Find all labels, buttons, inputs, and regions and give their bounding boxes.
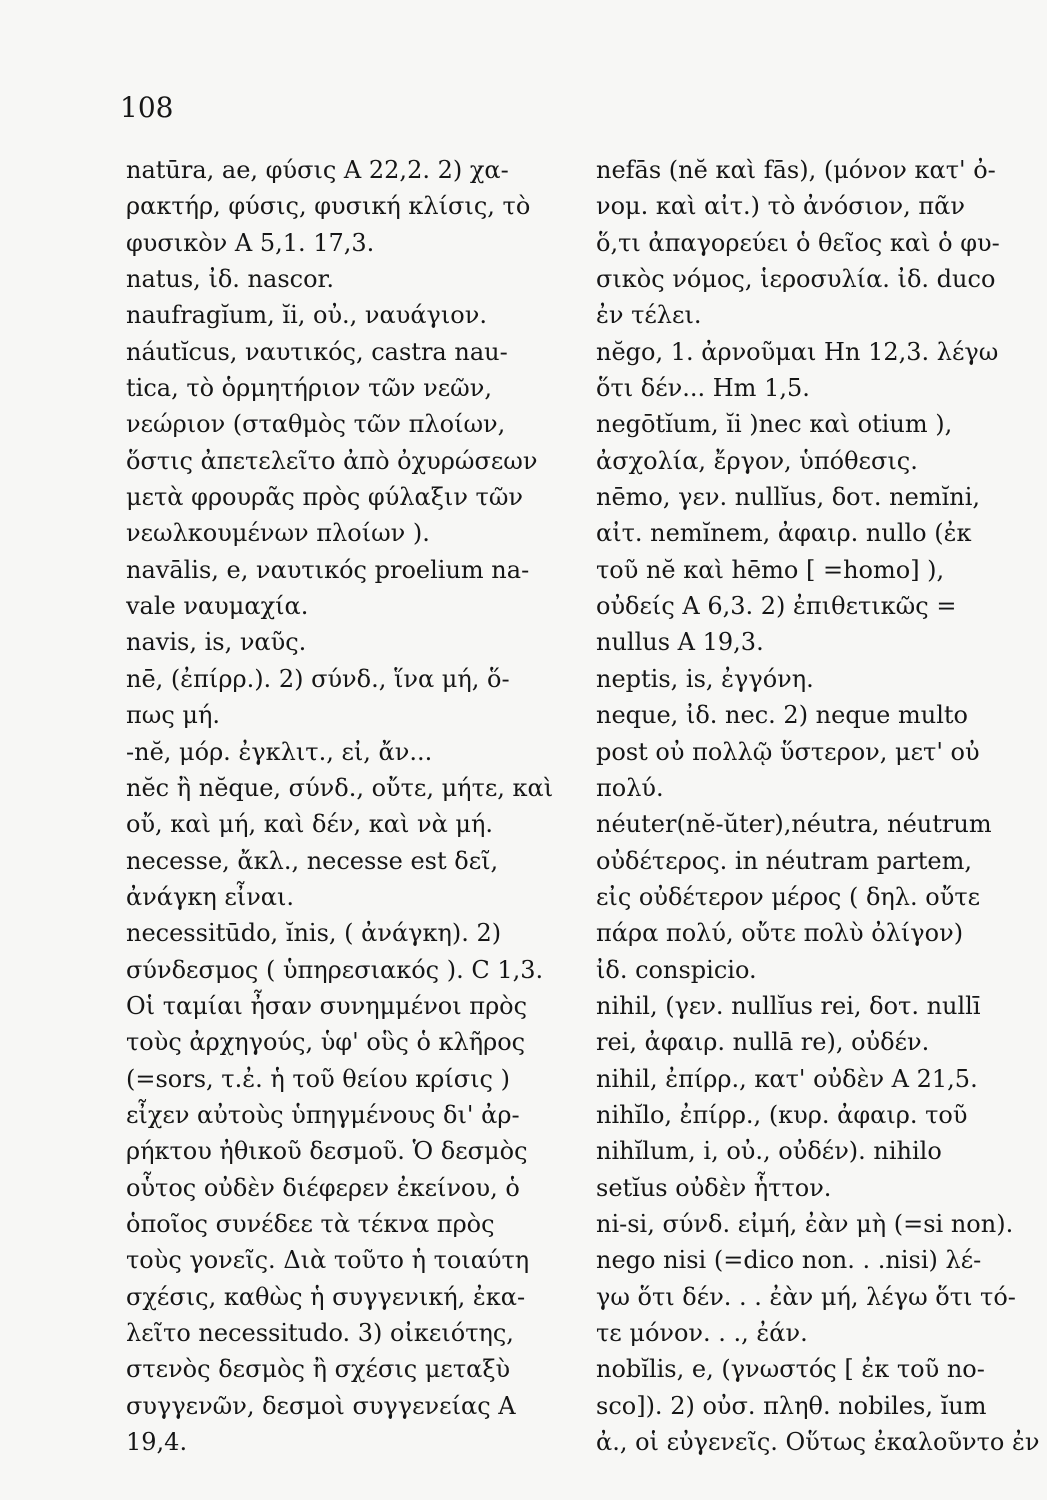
dictionary-line: μετὰ φρουρᾶς πρὸς φύλαξιν τῶν (126, 483, 523, 512)
dictionary-line: vale ναυμαχία. (126, 592, 309, 621)
dictionary-line: nihil, ἐπίρρ., κατ' οὐδὲν Α 21,5. (596, 1064, 978, 1093)
dictionary-line: ἀνάγκη εἶναι. (126, 882, 295, 911)
dictionary-line: ρακτήρ, φύσις, φυσική κλίσις, τὸ (126, 192, 531, 221)
dictionary-line: ὁποῖος συνέδεε τὰ τέκνα πρὸς (126, 1209, 495, 1238)
dictionary-line: ἰδ. conspicio. (596, 955, 757, 984)
dictionary-line: γω ὅτι δέν. . . ἐὰν μή, λέγω ὅτι τό- (596, 1282, 1016, 1311)
dictionary-line: αἰτ. nemĭnem, ἀφαιρ. nullo (ἐκ (596, 519, 972, 548)
dictionary-line: setĭus οὐδὲν ἧττον. (596, 1173, 832, 1202)
dictionary-line: τοῦ nĕ καὶ hēmo [ =homo] ), (596, 555, 945, 584)
dictionary-line: σχέσις, καθὼς ἡ συγγενική, ἐκα- (126, 1282, 526, 1311)
dictionary-line: post οὐ πολλῷ ὕστερον, μετ' οὐ (596, 737, 980, 766)
dictionary-line: νεωλκουμένων πλοίων ). (126, 519, 430, 548)
dictionary-line: σύνδεσμος ( ὑπηρεσιακός ). C 1,3. (126, 955, 544, 984)
dictionary-line: rei, ἀφαιρ. nullā re), οὐδέν. (596, 1028, 930, 1057)
dictionary-line: τοὺς ἀρχηγούς, ὑφ' οὓς ὁ κλῆρος (126, 1028, 526, 1057)
dictionary-line: -nĕ, μόρ. ἐγκλιτ., εἰ, ἄν... (126, 737, 433, 766)
dictionary-line: σικὸς νόμος, ἱεροσυλία. ἰδ. duco (596, 265, 996, 294)
dictionary-line: nobĭlis, e, (γνωστός [ ἐκ τοῦ no- (596, 1355, 985, 1384)
dictionary-line: necesse, ἄκλ., necesse est δεῖ, (126, 846, 499, 875)
dictionary-line: natus, ἰδ. nascor. (126, 265, 334, 294)
dictionary-line: οὗτος οὐδὲν διέφερεν ἐκείνου, ὁ (126, 1173, 520, 1202)
dictionary-line: τοὺς γονεῖς. Διὰ τοῦτο ἡ τοιαύτη (126, 1246, 530, 1275)
dictionary-line: εἶχεν αὐτοὺς ὑπηγμένους δι' ἀρ- (126, 1100, 520, 1129)
dictionary-line: neque, ἰδ. nec. 2) neque multo (596, 701, 968, 730)
dictionary-line: nihĭlum, i, οὐ., οὐδέν). nihilo (596, 1137, 942, 1166)
dictionary-line: néuter(nĕ-ŭter),néutra, néutrum (596, 810, 992, 839)
dictionary-line: τε μόνον. . ., ἐάν. (596, 1319, 808, 1347)
dictionary-line: πάρα πολύ, οὔτε πολὺ ὀλίγον) (596, 919, 964, 948)
dictionary-line: nĕc ἢ nĕque, σύνδ., οὔτε, μήτε, καὶ (126, 773, 554, 802)
dictionary-line: nullus Α 19,3. (596, 628, 764, 657)
dictionary-line: náutĭcus, ναυτικός, castra nau- (126, 337, 508, 366)
dictionary-line: οὐδείς Α 6,3. 2) ἐπιθετικῶς = (596, 592, 957, 621)
dictionary-line: nihil, (γεν. nullĭus rei, δοτ. nullī (596, 991, 981, 1020)
dictionary-line: φυσικὸν Α 5,1. 17,3. (126, 228, 375, 257)
dictionary-line: sco]). 2) οὐσ. πληθ. nobiles, ĭum (596, 1391, 987, 1420)
dictionary-line: ὅ,τι ἀπαγορεύει ὁ θεῖος καὶ ὁ φυ- (596, 228, 1000, 257)
dictionary-line: στενὸς δεσμὸς ἢ σχέσις μεταξὺ (126, 1355, 511, 1384)
dictionary-line: nēmo, γεν. nullĭus, δοτ. nemĭni, (596, 483, 981, 512)
dictionary-line: νεώριον (σταθμὸς τῶν πλοίων, (126, 410, 506, 439)
dictionary-line: negōtĭum, ĭi )nec καὶ otium ), (596, 410, 953, 439)
dictionary-line: navālis, e, ναυτικός proelium na- (126, 555, 530, 584)
dictionary-line: 19,4. (126, 1428, 188, 1457)
dictionary-line: nĕgo, 1. ἀρνοῦμαι Hn 12,3. λέγω (596, 337, 999, 366)
dictionary-line: εἰς οὐδέτερον μέρος ( δηλ. οὔτε (596, 882, 981, 911)
page-number: 108 (120, 91, 174, 124)
dictionary-line: συγγενῶν, δεσμοὶ συγγενείας Α (126, 1391, 516, 1420)
dictionary-line: navis, is, ναῦς. (126, 628, 307, 657)
dictionary-line: νομ. καὶ αἰτ.) τὸ ἀνόσιον, πᾶν (596, 192, 965, 221)
dictionary-line: naufragĭum, ĭi, οὐ., ναυάγιον. (126, 301, 487, 330)
dictionary-line: neptis, is, ἐγγόνη. (596, 664, 814, 693)
dictionary-line: οὔ, καὶ μή, καὶ δέν, καὶ νὰ μή. (126, 810, 494, 839)
dictionary-line: ni-si, σύνδ. εἰμή, ἐὰν μὴ (=si non). (596, 1209, 1014, 1238)
dictionary-line: ὅτι δέν... Hm 1,5. (596, 374, 810, 403)
dictionary-line: ἀ., οἱ εὐγενεῖς. Οὕτως ἐκαλοῦντο ἐν (596, 1428, 1040, 1457)
dictionary-line: πολύ. (596, 773, 664, 802)
dictionary-line: Οἱ ταμίαι ἦσαν συνημμένοι πρὸς (126, 991, 528, 1020)
dictionary-line: λεῖτο necessitudo. 3) οἰκειότης, (126, 1319, 514, 1347)
dictionary-line: πως μή. (126, 701, 221, 730)
dictionary-line: οὐδέτερος. in néutram partem, (596, 846, 972, 875)
dictionary-line: ὅστις ἀπετελεῖτο ἀπὸ ὀχυρώσεων (126, 446, 538, 475)
dictionary-line: ἀσχολία, ἔργον, ὑπόθεσις. (596, 446, 918, 475)
dictionary-line: tica, τὸ ὁρμητήριον τῶν νεῶν, (126, 374, 492, 403)
dictionary-line: nihĭlo, ἐπίρρ., (κυρ. ἀφαιρ. τοῦ (596, 1100, 968, 1129)
dictionary-line: nē, (ἐπίρρ.). 2) σύνδ., ἵνα μή, ὅ- (126, 664, 510, 693)
dictionary-line: nego nisi (=dico non. . .nisi) λέ- (596, 1246, 982, 1275)
left-column (126, 152, 578, 1460)
dictionary-line: (=sors, τ.ἐ. ἡ τοῦ θείου κρίσις ) (126, 1064, 510, 1093)
dictionary-line: ρήκτου ἠθικοῦ δεσμοῦ. Ὁ δεσμὸς (126, 1137, 528, 1166)
dictionary-line: nefās (nĕ καὶ fās), (μόνον κατ' ὀ- (596, 156, 996, 184)
right-column (596, 152, 1047, 1460)
dictionary-line: ἐν τέλει. (596, 301, 702, 330)
dictionary-line: necessitūdo, ĭnis, ( ἀνάγκη). 2) (126, 919, 502, 948)
dictionary-line: natūra, ae, φύσις Α 22,2. 2) χα- (126, 156, 509, 184)
